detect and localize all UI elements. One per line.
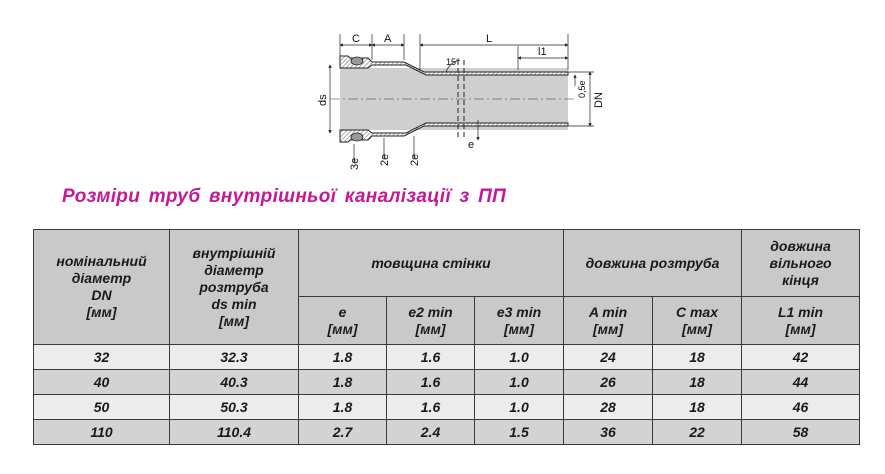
cell-a-min: 36 bbox=[564, 420, 653, 445]
label-ds: ds bbox=[317, 94, 329, 106]
table-row bbox=[34, 370, 860, 395]
cell-a-min: 26 bbox=[564, 370, 653, 395]
cell-e: 2.7 bbox=[299, 420, 387, 445]
cell-e2-min: 1.6 bbox=[387, 345, 475, 370]
cell-c-max: 18 bbox=[653, 395, 742, 420]
cell-e3-min: 1.5 bbox=[475, 420, 564, 445]
cell-e3-min: 1.0 bbox=[475, 370, 564, 395]
label-c: C bbox=[352, 33, 360, 45]
label-angle: 15° bbox=[446, 57, 460, 67]
label-l1: l1 bbox=[538, 46, 547, 58]
pipe-body bbox=[330, 56, 575, 142]
cell-l1-min: 58 bbox=[742, 420, 860, 445]
cell-e2-min: 1.6 bbox=[387, 395, 475, 420]
header-e: e [мм] bbox=[299, 297, 387, 345]
cell-e3-min: 1.0 bbox=[475, 345, 564, 370]
cell-dn: 40 bbox=[34, 370, 170, 395]
cell-a-min: 24 bbox=[564, 345, 653, 370]
cell-l1-min: 46 bbox=[742, 395, 860, 420]
cell-dn: 110 bbox=[34, 420, 170, 445]
cell-e2-min: 2.4 bbox=[387, 420, 475, 445]
header-a-min: A min [мм] bbox=[564, 297, 653, 345]
cell-e2-min: 1.6 bbox=[387, 370, 475, 395]
pipe-socket-diagram bbox=[300, 20, 620, 180]
label-2e-transition: 2e bbox=[409, 153, 421, 166]
header-free-end-length: довжина вільного кінця bbox=[742, 230, 860, 297]
cell-e: 1.8 bbox=[299, 395, 387, 420]
header-nominal-diameter: номінальний діаметр DN [мм] bbox=[34, 230, 170, 345]
cell-e3-min: 1.0 bbox=[475, 395, 564, 420]
cell-c-max: 18 bbox=[653, 370, 742, 395]
header-l1-min: L1 min [мм] bbox=[742, 297, 860, 345]
label-3e: 3e bbox=[349, 157, 361, 170]
label-l: L bbox=[486, 33, 493, 45]
cell-c-max: 18 bbox=[653, 345, 742, 370]
table-row bbox=[34, 420, 860, 445]
header-wall-thickness: товщина стінки bbox=[299, 230, 564, 297]
cell-l1-min: 44 bbox=[742, 370, 860, 395]
table-row bbox=[34, 395, 860, 420]
cell-dn: 32 bbox=[34, 345, 170, 370]
label-a: A bbox=[384, 33, 392, 45]
cell-e: 1.8 bbox=[299, 345, 387, 370]
cell-c-max: 22 bbox=[653, 420, 742, 445]
table-row bbox=[34, 345, 860, 370]
cell-ds-min: 32.3 bbox=[170, 345, 299, 370]
header-e2-min: e2 min [мм] bbox=[387, 297, 475, 345]
header-inner-diameter: внутрішній діаметр розтруба ds min [мм] bbox=[170, 230, 299, 345]
cell-ds-min: 110.4 bbox=[170, 420, 299, 445]
header-e3-min: e3 min [мм] bbox=[475, 297, 564, 345]
header-socket-length: довжина розтруба bbox=[564, 230, 742, 297]
cell-dn: 50 bbox=[34, 395, 170, 420]
pipe-dimensions-table bbox=[33, 229, 860, 445]
header-c-max: C max [мм] bbox=[653, 297, 742, 345]
cell-e: 1.8 bbox=[299, 370, 387, 395]
cell-a-min: 28 bbox=[564, 395, 653, 420]
label-e: e bbox=[468, 139, 475, 151]
label-half-e: 0,5e bbox=[577, 80, 587, 98]
cell-l1-min: 42 bbox=[742, 345, 860, 370]
page-title: Розміри труб внутрішньої каналізації з ПП bbox=[62, 186, 507, 207]
label-2e-socket: 2e bbox=[379, 153, 391, 166]
cell-ds-min: 40.3 bbox=[170, 370, 299, 395]
cell-ds-min: 50.3 bbox=[170, 395, 299, 420]
label-dn: DN bbox=[593, 92, 605, 108]
